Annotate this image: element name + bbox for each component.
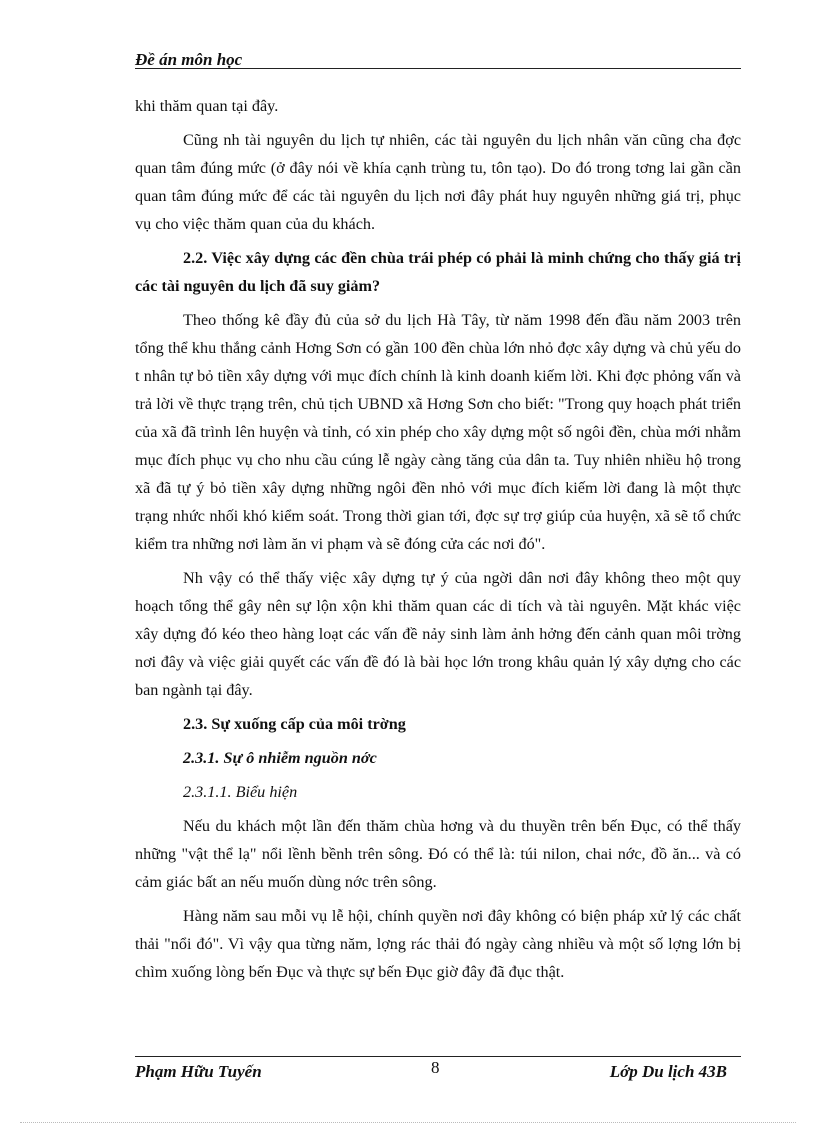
paragraph: Theo thống kê đầy đủ của sở du lịch Hà Tây, từ năm 1998 đến đầu năm 2003 trên tổng thể khu thắng cảnh Hơng Sơn có gần 100 đền chùa lớn nhỏ đợc xây dựng và chủ yếu do t nhân tự bỏ tiền xây dựng với mục đích chính là kinh doanh kiếm lời. Khi đợc phỏng vấn và trả lời về thực trạng trên, chủ tịch UBND xã Hơng Sơn cho biết: "Trong quy hoạch phát triển của xã đã trình lên huyện và tỉnh, có xin phép cho xây dựng một số ngôi đền, chùa mới nhằm mục đích phục vụ cho nhu cầu cúng lễ ngày càng tăng của dân ta. Tuy nhiên nhiều hộ trong xã đã tự ý bỏ tiền xây dựng những ngôi đền nhỏ với mục đích kiếm lời đang là một thực trạng nhức nhối khó kiểm soát. Trong thời gian tới, đợc sự trợ giúp của huyện, xã sẽ tổ chức kiểm tra những nơi làm ăn vi phạm và sẽ đóng cửa các nơi đó". <box>135 311 741 553</box>
page-footer <box>135 1058 741 1082</box>
paragraph: khi thăm quan tại đây. <box>135 97 279 115</box>
paragraph: Cũng nh tài nguyên du lịch tự nhiên, các tài nguyên du lịch nhân văn cũng cha đợc quan tâm đúng mức (ở đây nói về khía cạnh trùng tu, tôn tạo). Do đó trong tơng lai gần cần quan tâm đúng mức để các tài nguyên du lịch nơi đây phát huy nguyên những giá trị, phục vụ cho việc thăm quan của du khách. <box>135 131 741 233</box>
section-heading: 2.2. Việc xây dựng các đền chùa trái phép có phải là minh chứng cho thấy giá trị các tài nguyên du lịch đã suy giảm? <box>135 249 741 295</box>
paragraph: Hàng năm sau mỗi vụ lễ hội, chính quyền nơi đây không có biện pháp xử lý các chất thải "nổi đó". Vì vậy qua từng năm, lợng rác thải đó ngày càng nhiều và một số lợng lớn bị chìm xuống lòng bến Đục và thực sự bến Đục giờ đây đã đục thật. <box>135 907 741 981</box>
paragraph: Nh vậy có thể thấy việc xây dựng tự ý của ngời dân nơi đây không theo một quy hoạch tổng thể gây nên sự lộn xộn khi thăm quan các di tích và tài nguyên. Mặt khác việc xây dựng đó kéo theo hàng loạt các vấn đề nảy sinh làm ảnh hởng đến cảnh quan môi trờng nơi đây và việc giải quyết các vấn đề đó là bài học lớn trong khâu quản lý xây dựng cho các ban ngành tại đây. <box>135 569 741 699</box>
header-title: Đề án môn học <box>135 50 243 69</box>
paragraph: Nếu du khách một lần đến thăm chùa hơng và du thuyền trên bến Đục, có thể thấy những "vật thể lạ" nổi lềnh bềnh trên sông. Đó có thể là: túi nilon, chai nớc, đồ ăn... và có cảm giác bất an nếu muốn dùng nớc trên sông. <box>135 817 741 891</box>
footer-divider <box>135 1056 741 1057</box>
footer-class: Lớp Du lịch 43B <box>609 1062 727 1081</box>
subsubsection-heading: 2.3.1.1. Biểu hiện <box>183 783 298 801</box>
section-heading: 2.3. Sự xuống cấp của môi trờng <box>183 715 406 733</box>
page-number: 8 <box>431 1058 440 1077</box>
document-body <box>135 92 741 992</box>
subsection-heading: 2.3.1. Sự ô nhiễm nguồn nớc <box>183 749 377 767</box>
page-header <box>135 46 741 69</box>
footer-author: Phạm Hữu Tuyến <box>135 1062 262 1081</box>
